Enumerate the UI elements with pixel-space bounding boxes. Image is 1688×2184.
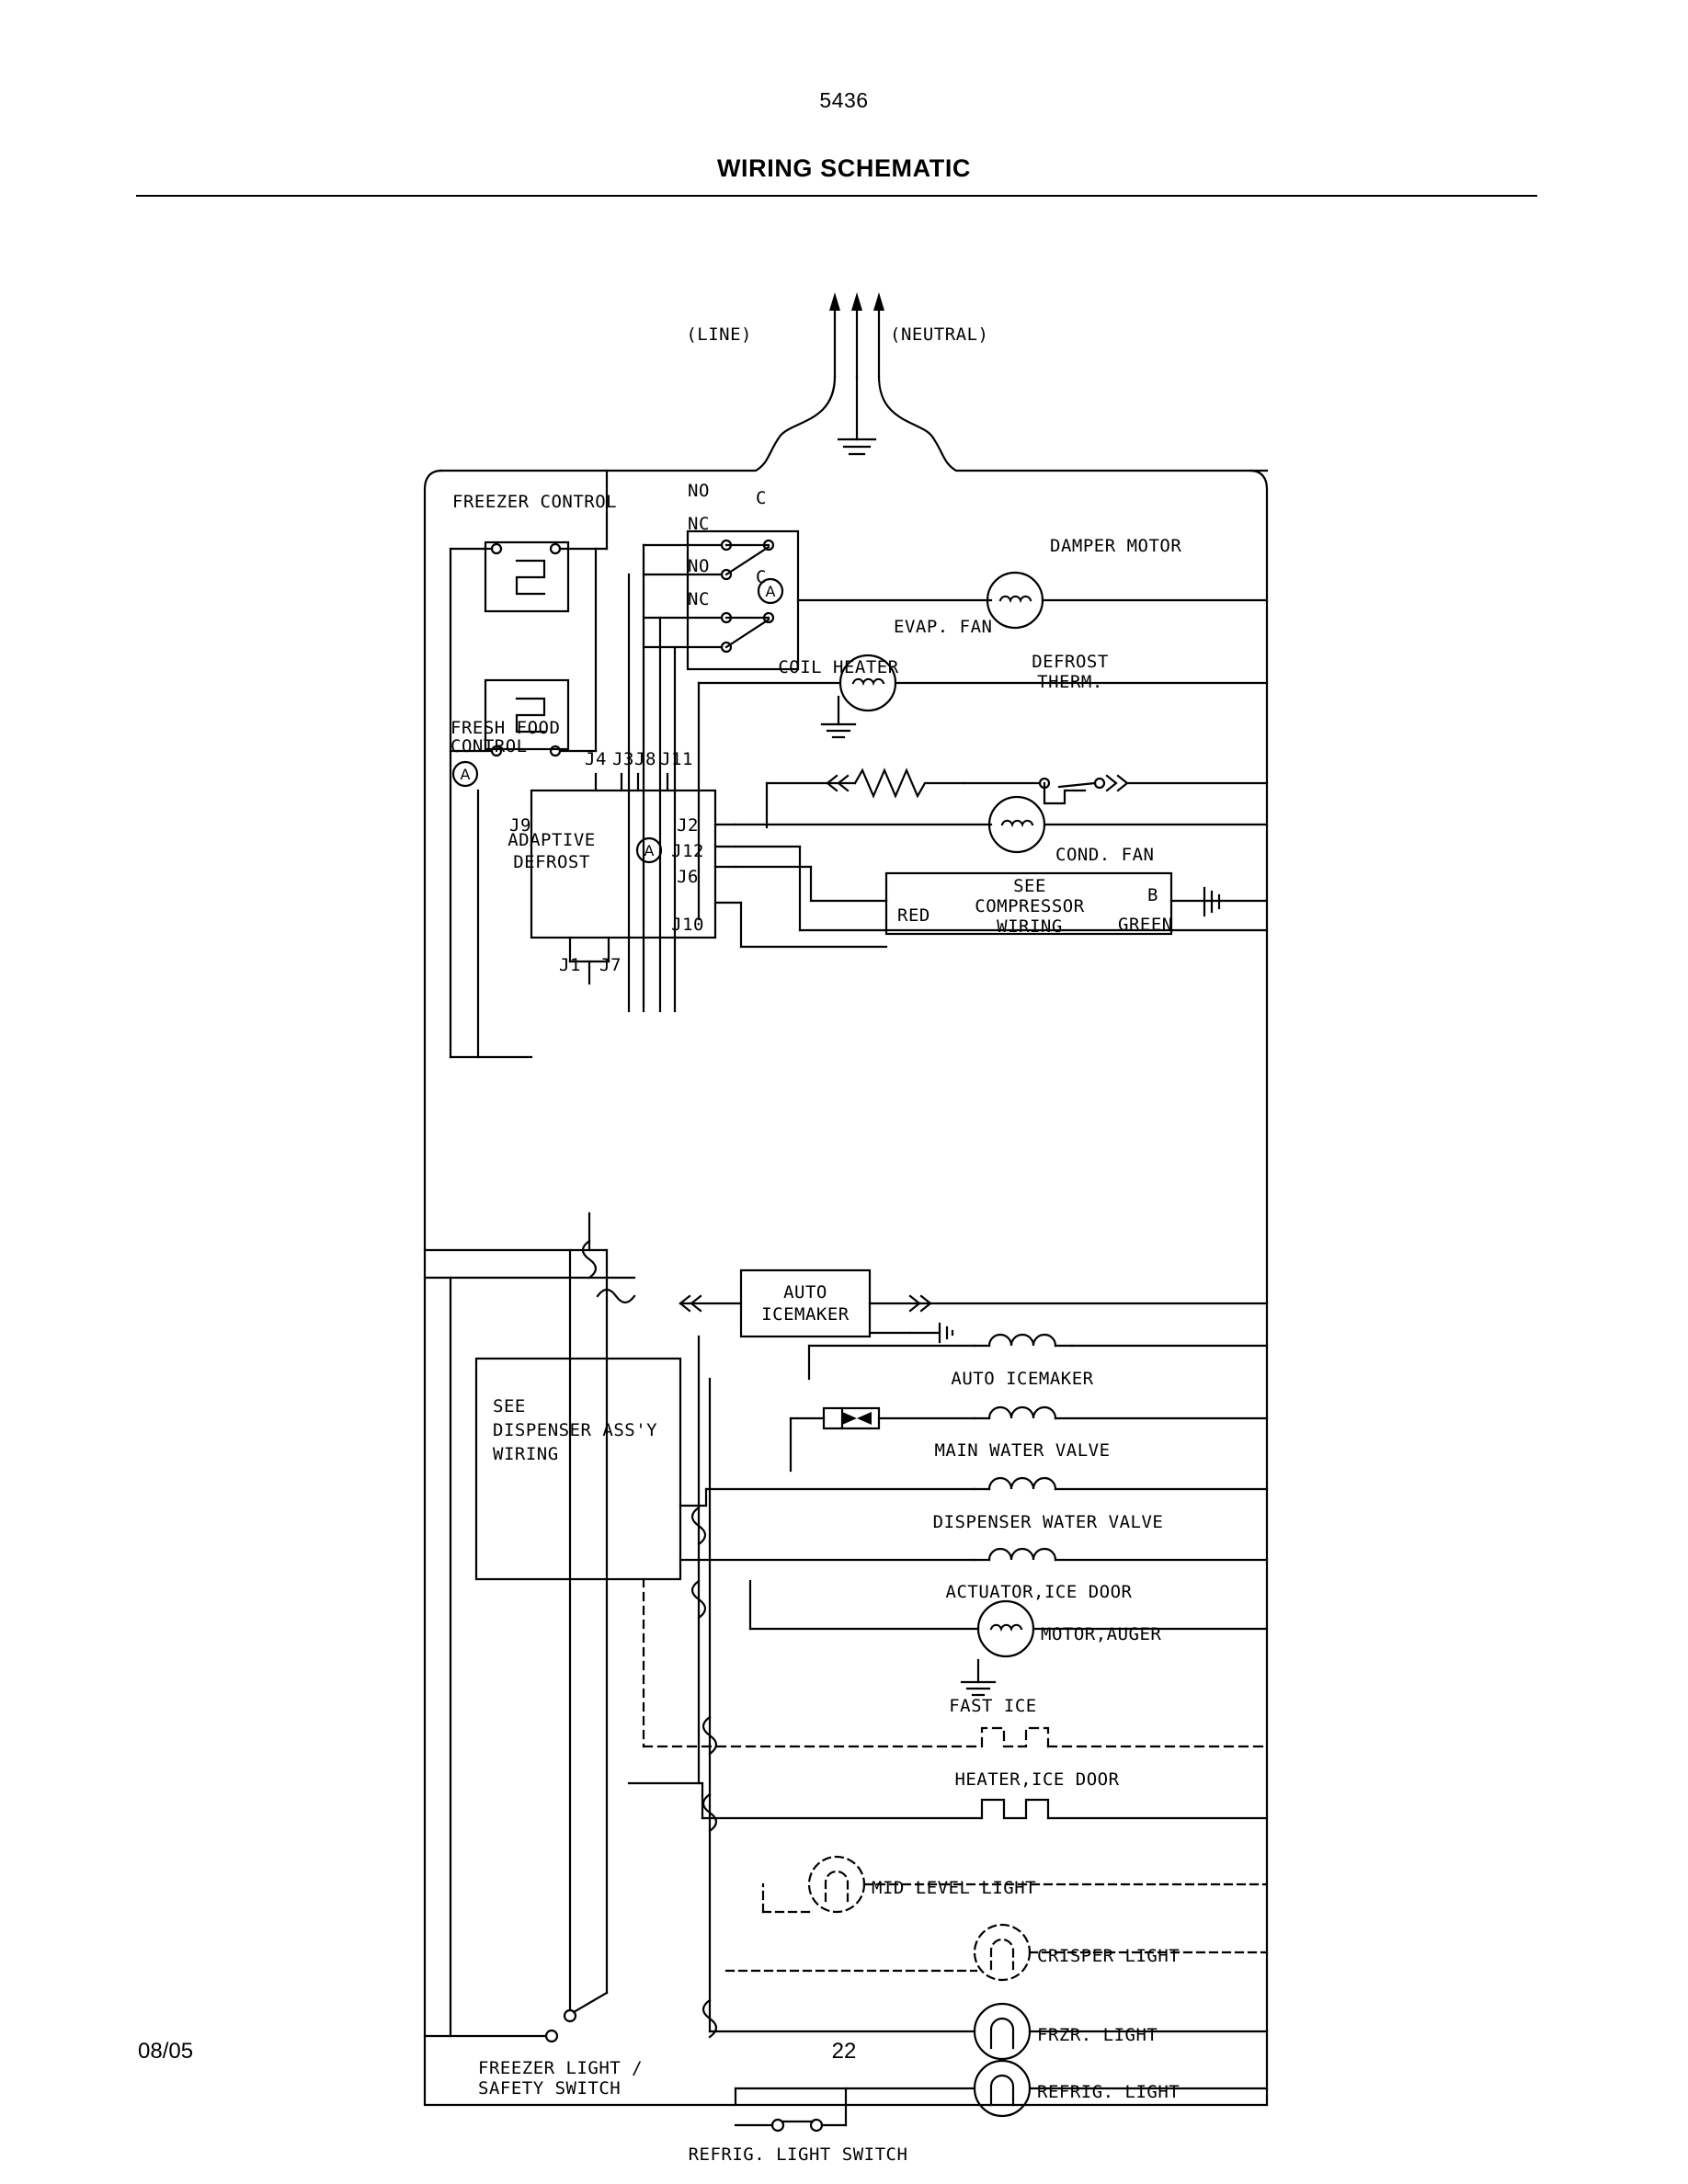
fast-ice-symbol <box>644 1728 1267 1746</box>
mid-bus-wires <box>425 1213 634 1302</box>
dispenser-water-valve-label: DISPENSER WATER VALVE <box>932 1512 1164 1532</box>
compressor-red-wire: RED <box>897 905 930 926</box>
pin-j10: J10 <box>671 915 704 935</box>
frzr-light-label: FRZR. LIGHT <box>1037 2025 1158 2045</box>
compressor-b-wire: B <box>1147 885 1158 905</box>
actuator-ice-door-symbol <box>680 1549 1267 1560</box>
dispenser-assy-box <box>476 1359 680 1579</box>
im-water-valve-label: AUTO ICEMAKER <box>951 1369 1094 1389</box>
defrost-therm-symbol <box>964 776 1267 803</box>
footer-page-number: 22 <box>831 2039 857 2064</box>
pin-j2: J2 <box>677 815 699 836</box>
damper-motor-label: DAMPER MOTOR <box>1050 536 1182 556</box>
left-vertical-bus <box>451 1278 710 2036</box>
pin-j7: J7 <box>599 955 622 975</box>
heater-ice-door-label: HEATER,ICE DOOR <box>954 1769 1120 1790</box>
coil-heater-symbol <box>767 770 964 827</box>
refrig-light-switch-symbol <box>736 2088 846 2131</box>
fresh-food-marker-a: A <box>460 766 471 783</box>
title-divider <box>136 195 1537 197</box>
heater-ice-door-symbol <box>629 1783 1267 1818</box>
page-title: WIRING SCHEMATIC <box>716 154 972 182</box>
freezer-light-switch-label-2: SAFETY SWITCH <box>478 2078 622 2099</box>
fresh-food-control-block <box>451 549 596 1057</box>
defrost-therm-label-2: THERM. <box>1037 672 1103 692</box>
crisper-light-symbol <box>726 1925 1267 1980</box>
relay-nc-bottom: NC <box>688 589 710 609</box>
freezer-light-switch-label-1: FREEZER LIGHT / <box>478 2058 644 2078</box>
damper-relay-block <box>629 531 991 1011</box>
pin-j3: J3 <box>612 749 634 769</box>
motor-auger-label: MOTOR,AUGER <box>1041 1624 1162 1644</box>
pin-j11: J11 <box>660 749 693 769</box>
main-water-valve-symbol <box>791 1407 1267 1471</box>
relay-c-bottom: C <box>756 567 767 587</box>
freezer-control-label: FREEZER CONTROL <box>452 492 618 512</box>
pin-j4: J4 <box>585 749 607 769</box>
model-number: 5436 <box>819 88 869 112</box>
coil-heater-label: COIL HEATER <box>778 657 899 677</box>
dispenser-box-line2: DISPENSER ASS'Y <box>493 1420 658 1440</box>
cond-fan-symbol <box>989 797 1267 852</box>
fast-ice-label: FAST ICE <box>949 1696 1037 1716</box>
pin-j9: J9 <box>509 815 531 836</box>
relay-nc-top: NC <box>688 514 710 534</box>
cabinet-outline <box>425 471 1267 2105</box>
compressor-box-line1: SEE <box>1013 876 1046 896</box>
wire-jumper-marks <box>583 1241 716 2037</box>
line-label: (LINE) <box>686 324 752 345</box>
evap-fan-label: EVAP. FAN <box>894 617 993 637</box>
main-water-valve-label: MAIN WATER VALVE <box>934 1440 1111 1461</box>
defrost-therm-label-1: DEFROST <box>1032 652 1109 672</box>
adaptive-defrost-board <box>531 774 1267 984</box>
fresh-food-control-label-1: FRESH FOOD <box>451 718 561 738</box>
refrig-light-label: REFRIG. LIGHT <box>1037 2082 1180 2102</box>
evap-fan-symbol <box>699 655 1267 919</box>
fresh-food-control-label-2: CONTROL <box>451 736 528 756</box>
cond-fan-label: COND. FAN <box>1055 845 1155 865</box>
relay-no-top: NO <box>688 481 710 501</box>
dispenser-box-line3: WIRING <box>493 1444 559 1464</box>
compressor-box-line3: WIRING <box>997 916 1063 937</box>
adaptive-defrost-marker-a: A <box>644 842 655 859</box>
dispenser-water-valve-symbol <box>680 1478 1267 1506</box>
refrig-light-symbol <box>736 2061 1267 2116</box>
icemaker-box-line2: ICEMAKER <box>761 1304 850 1325</box>
pin-j6: J6 <box>677 867 699 887</box>
pin-j1: J1 <box>559 955 581 975</box>
neutral-label: (NEUTRAL) <box>890 324 989 345</box>
freezer-light-safety-switch <box>425 1250 607 2042</box>
pin-j8: J8 <box>634 749 656 769</box>
damper-motor-symbol <box>987 573 1267 628</box>
compressor-green-wire: GREEN <box>1118 915 1173 935</box>
mid-level-light-label: MID LEVEL LIGHT <box>872 1878 1037 1898</box>
icemaker-box-line1: AUTO <box>783 1282 827 1302</box>
power-supply-arrows <box>829 292 884 454</box>
adaptive-defrost-label-1: ADAPTIVE <box>508 830 596 850</box>
compressor-box-line2: COMPRESSOR <box>975 896 1085 916</box>
relay-c-top: C <box>756 488 767 508</box>
crisper-light-label: CRISPER LIGHT <box>1037 1946 1180 1966</box>
relay-no-bottom: NO <box>688 556 710 576</box>
refrig-light-switch-label: REFRIG. LIGHT SWITCH <box>688 2144 908 2165</box>
adaptive-defrost-label-2: DEFROST <box>513 852 590 872</box>
pin-j12: J12 <box>671 841 704 861</box>
dispenser-box-line1: SEE <box>493 1396 526 1416</box>
footer-date: 08/05 <box>138 2039 194 2064</box>
actuator-ice-door-label: ACTUATOR,ICE DOOR <box>945 1582 1133 1602</box>
relay-marker-a: A <box>765 583 776 600</box>
